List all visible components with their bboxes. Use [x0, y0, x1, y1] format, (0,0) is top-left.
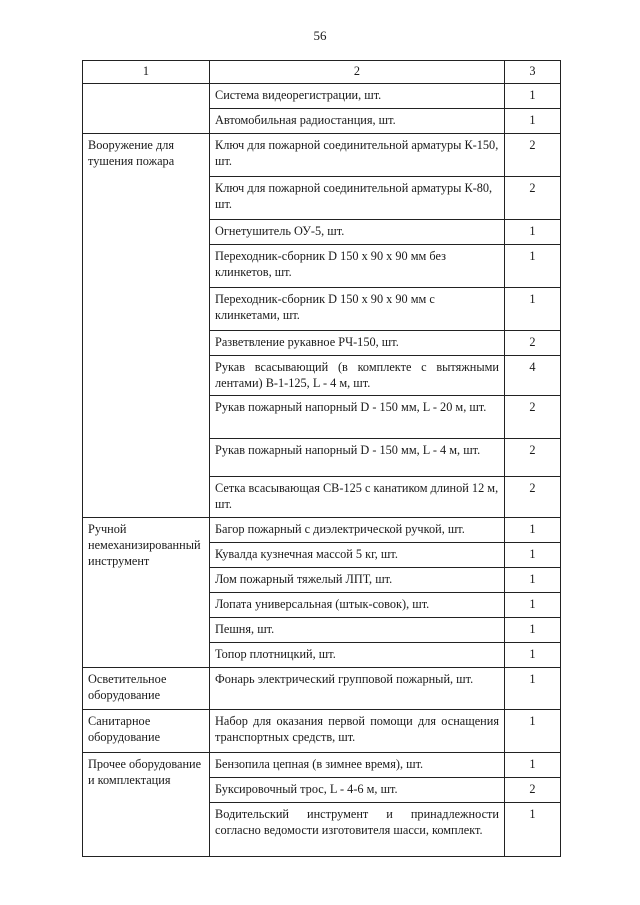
item-qty: 2: [505, 134, 561, 177]
item-name: Водительский инструмент и принадлежности согласно ведомости изготовителя шасси, комплект.: [210, 803, 505, 857]
category-cell: Ручной немеханизированный инструмент: [83, 518, 210, 668]
category-cell: [83, 84, 210, 134]
item-qty: 2: [505, 439, 561, 477]
category-cell: Вооружение для тушения пожара: [83, 134, 210, 518]
item-qty: 2: [505, 396, 561, 439]
item-name: Система видеорегистрации, шт.: [210, 84, 505, 109]
item-name: Лом пожарный тяжелый ЛПТ, шт.: [210, 568, 505, 593]
item-name: Багор пожарный с диэлектрической ручкой, шт.: [210, 518, 505, 543]
item-name: Автомобильная радиостанция, шт.: [210, 109, 505, 134]
item-qty: 4: [505, 356, 561, 396]
item-name: Переходник-сборник D 150 х 90 х 90 мм с клинкетами, шт.: [210, 288, 505, 331]
equipment-table: [82, 60, 561, 857]
table-row: [83, 668, 561, 710]
item-name: Рукав пожарный напорный D - 150 мм, L - 20 м, шт.: [210, 396, 505, 439]
item-qty: 1: [505, 109, 561, 134]
item-qty: 1: [505, 753, 561, 778]
item-qty: 1: [505, 288, 561, 331]
page-number: 56: [313, 28, 327, 43]
item-qty: 2: [505, 177, 561, 220]
item-qty: 1: [505, 710, 561, 753]
header-col-1: 1: [83, 61, 210, 84]
item-qty: 1: [505, 668, 561, 710]
item-qty: 1: [505, 220, 561, 245]
item-qty: 1: [505, 618, 561, 643]
item-name: Ключ для пожарной соединительной арматуры К-80, шт.: [210, 177, 505, 220]
item-qty: 2: [505, 778, 561, 803]
category-cell: Осветительное оборудование: [83, 668, 210, 710]
item-name: Пешня, шт.: [210, 618, 505, 643]
item-qty: 1: [505, 568, 561, 593]
table-row: [83, 134, 561, 177]
item-name: Ключ для пожарной соединительной арматуры К-150, шт.: [210, 134, 505, 177]
table-row: [83, 710, 561, 753]
item-name: Топор плотницкий, шт.: [210, 643, 505, 668]
item-name: Буксировочный трос, L - 4-6 м, шт.: [210, 778, 505, 803]
item-name: Рукав всасывающий (в комплекте с вытяжными лентами) В-1-125, L - 4 м, шт.: [210, 356, 505, 396]
item-name: Набор для оказания первой помощи для оснащения транспортных средств, шт.: [210, 710, 505, 753]
item-name: Кувалда кузнечная массой 5 кг, шт.: [210, 543, 505, 568]
item-qty: 1: [505, 518, 561, 543]
item-qty: 1: [505, 643, 561, 668]
table-header-row: [83, 61, 561, 84]
header-col-3: 3: [505, 61, 561, 84]
category-cell: Санитарное оборудование: [83, 710, 210, 753]
item-name: Огнетушитель ОУ-5, шт.: [210, 220, 505, 245]
item-qty: 2: [505, 477, 561, 518]
header-col-2: 2: [210, 61, 505, 84]
item-name: Бензопила цепная (в зимнее время), шт.: [210, 753, 505, 778]
item-name: Переходник-сборник D 150 х 90 х 90 мм без клинкетов, шт.: [210, 245, 505, 288]
item-qty: 1: [505, 803, 561, 857]
item-name: Фонарь электрический групповой пожарный, шт.: [210, 668, 505, 710]
item-qty: 2: [505, 331, 561, 356]
item-name: Сетка всасывающая СВ-125 с канатиком длиной 12 м, шт.: [210, 477, 505, 518]
table-row: [83, 84, 561, 109]
item-qty: 1: [505, 84, 561, 109]
item-name: Разветвление рукавное РЧ-150, шт.: [210, 331, 505, 356]
table-row: [83, 753, 561, 778]
category-cell: Прочее оборудование и комплектация: [83, 753, 210, 857]
item-qty: 1: [505, 245, 561, 288]
item-qty: 1: [505, 593, 561, 618]
item-qty: 1: [505, 543, 561, 568]
table-row: [83, 518, 561, 543]
item-name: Лопата универсальная (штык-совок), шт.: [210, 593, 505, 618]
item-name: Рукав пожарный напорный D - 150 мм, L - 4 м, шт.: [210, 439, 505, 477]
